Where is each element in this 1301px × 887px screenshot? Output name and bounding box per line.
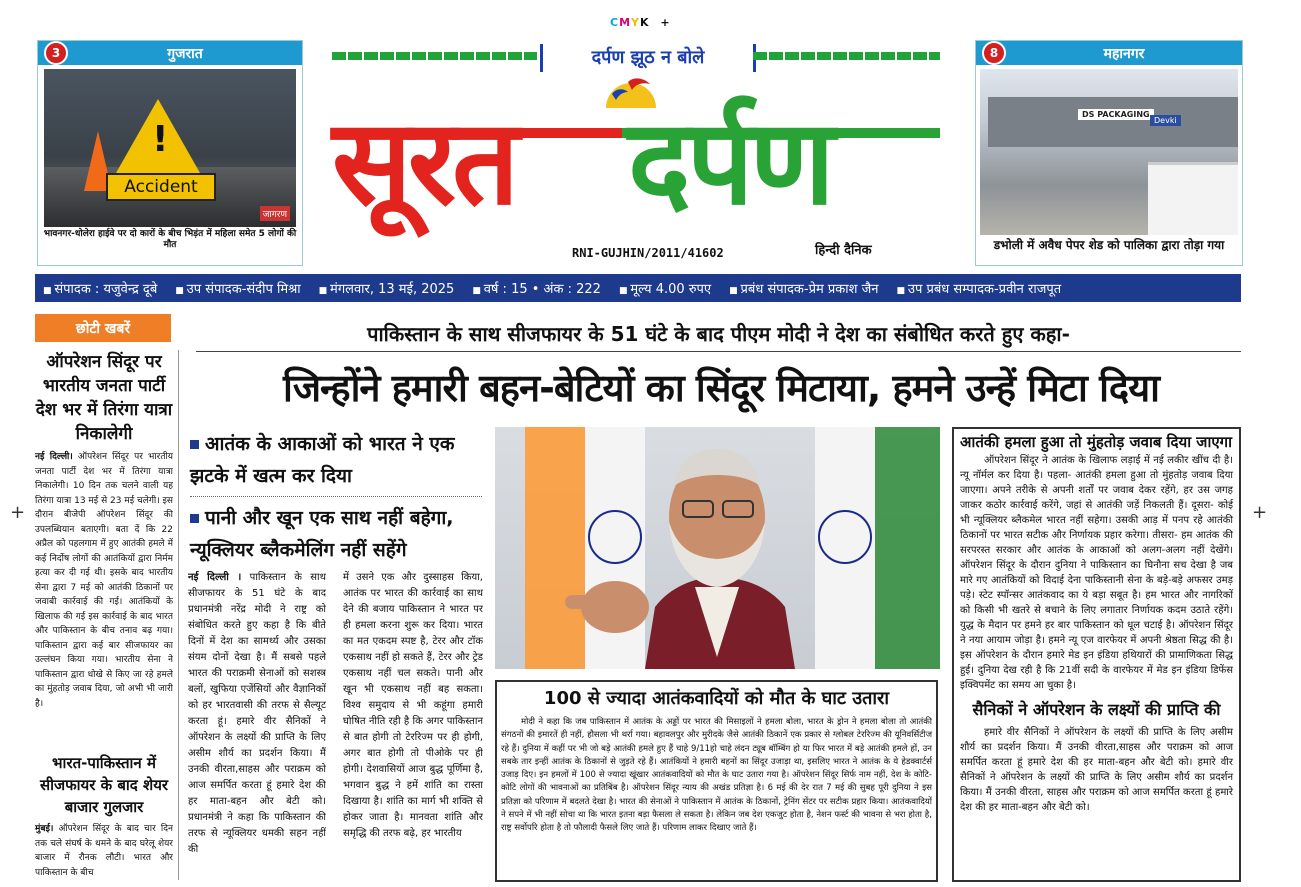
issue-volume: ■ वर्ष : 15 • अंक : 222 [472, 279, 601, 297]
left-promo[interactable] [37, 40, 303, 266]
right-promo-header [976, 41, 1242, 65]
column-divider [178, 350, 179, 880]
accident-photo: ! Accident जागरण [44, 69, 296, 227]
slogan-bar-right [753, 52, 940, 60]
right-promo[interactable] [975, 40, 1243, 266]
right-column-box [952, 427, 1241, 882]
accident-sign: Accident [106, 173, 216, 201]
short-news-body-1: नई दिल्ली। ऑपरेशन सिंदूर पर भारतीय जनता पार्टी देश भर में तिरंगा यात्रा निकालेगी। 10 दिन तक चलने वाली यह तिरंगा यात्रा 13 मई से 23 मई चलेगी। इस दौरान बीजेपी ऑपरेशन सिंदूर की उपलब्धियान बताएगी। बता दें कि 22 अप्रैल को पहलगाम में हुए आतंकी हमले में कई निर्दोष लोगों की आतंकियों द्वारा निर्मम हत्या कर दी गई थी। इसके बाद भारतीय सेना द्वारा 7 मई को आतंकी ठिकानों पर जवाबी कार्रवाई की गई। आतंकियों के खिलाफ की गई इस कार्रवाई के बाद भारत और पाकिस्तान के बीच तनाव बढ़ गया। पाकिस्तान द्वारा कई बार सीजफायर का उल्लंघन किया गया। भारतीय सेना ने पाकिस्तान द्वारा धोखे से किए जा रहे हमले का मुंहतोड़ जवाब दिया, जो अभी भी जारी है। [35, 452, 173, 709]
short-news-headline-2[interactable]: भारत-पाकिस्तान में सीजफायर के बाद शेयर बाजार गुलजार [39, 754, 169, 816]
lead-headline[interactable]: जिन्होंने हमारी बहन-बेटियों का सिंदूर मिटाया, हमने उन्हें मिटा दिया [283, 366, 1159, 410]
right-headline-2[interactable]: सैनिकों ने ऑपरेशन के लक्ष्यों की प्राप्ति की [972, 700, 1221, 719]
right-body-1: ऑपरेशन सिंदूर ने आतंक के खिलाफ लड़ाई में नई लकीर खींच दी है। न्यू नॉर्मल कर दिया है। पहला- आतंकी हमला हुआ तो मुंहतोड़ जवाब दिया जाएगा। अपने तरीके से अपनी शर्तों पर जवाब देकर रहेंगे, हर उस जगह जाकर कठोर कार्रवाई करेंगे, जहां से आतंकी जड़ें निकलती हैं। दूसरा- कोई भी न्यूक्लियर ब्लैकमेल भारत नहीं सहेगा। उसकी आड़ में पनप रहे आतंकी ठिकानों पर भारत सटीक और निर्णायक प्रहार करेगा। तीसरा- हम आतंक की सरपरस्त सरकार और आतंक के आकाओं को अलग-अलग नहीं देखेंगे। ऑपरेशन सिंदूर के दौरान दुनिया ने पाकिस्तान का घिनौना सच देखा है जब मारे गए आतंकियों को विदाई देना पाकिस्तानी सेना के बड़े-बड़े अफसर उमड़ पड़े। स्टेट स्पॉन्सर आतंकवाद का ये बड़ा सबूत है। हम भारत और नागरिकों को किसी भी खतरे से बचाने के लिए लगातार निर्णायक कदम उठाते रहेंगे। युद्ध के मैदान पर हमने हर बार पाकिस्तान को धूल चटाई है। ऑपरेशन सिंदूर ने नया आयाम जोड़ा है। हमने न्यू एज वारफेयर में अपनी श्रेष्ठता सिद्ध की है। इस ऑपरेशन के दौरान हमारे मेड इन इंडिया हथियारों की प्रामाणिकता सिद्ध हुई। दुनिया देख रही है कि 21वीं सदी के वारफेयर में मेड इन इंडिया डिफेंस इक्विपमेंट का समय आ चुका है। [960, 455, 1233, 691]
lead-subhead-1: आतंक के आकाओं को भारत ने एक झटके में खत्म कर दिया [190, 433, 455, 487]
info-bar [35, 274, 1241, 302]
issue-date: ■ मंगलवार, 13 मई, 2025 [319, 279, 455, 297]
subhead-divider [190, 496, 482, 498]
cmyk-registration: CMYK + [610, 16, 671, 29]
short-news-column [35, 350, 173, 880]
demolition-photo [980, 69, 1238, 235]
box-headline[interactable]: 100 से ज्यादा आतंकवादियों को मौत के घाट उतारा [495, 680, 938, 714]
masthead-title-surat: सूरत [332, 92, 516, 231]
lead-body-col-1: नई दिल्ली । पाकिस्तान के साथ सीजफायर के 51 घंटे के बाद प्रधानमंत्री नरेंद्र मोदी ने राष्ट्र को संबोधित करते हुए कहा है कि बीते दिनों में देश का सामर्थ्य और उसका संयम दोनों देखा है। मैं सबसे पहले भारत की पराक्रमी सेनाओं को सशस्त्र बलों, खुफिया एजेंसियों और वैज्ञानिकों को हर भारतवासी की तरफ से सैल्यूट करता हूं। हमारे वीर सैनिकों ने ऑपरेशन के लक्ष्यों की प्राप्ति के लिए असीम शौर्य का प्रदर्शन किया। मैं उनकी वीरता,साहस और पराक्रम को आज समर्पित करता हूं हमारे देश की हर माता-बहन और बेटी को। प्रधानमंत्री ने कहा कि पाकिस्तान की तरफ से न्यूक्लियर धमकी सहन नहीं की [188, 572, 326, 855]
page-number-badge: 3 [44, 41, 68, 65]
masthead-slogan: दर्पण झूठ न बोले [540, 44, 756, 72]
edition-language: हिन्दी दैनिक [815, 243, 872, 258]
left-promo-header [38, 41, 302, 65]
box-body: मोदी ने कहा कि जब पाकिस्तान में आतंक के अड्डों पर भारत की मिसाइलों ने हमला बोला, भारत के ड्रोन ने हमला बोला तो आतंकी संगठनों की इमारतें ही नहीं, हौसला भी थर्रा गया। बहावलपुर और मुरीदके जैसे आतंकी ठिकानें एक प्रकार से ग्लोबल टेररिज्म की यूनिवर्सिटीज रहे हैं। दुनिया में कहीं पर भी जो बड़े आतंकी हमले हुए हैं चाहे 9/11हो चाहे लंदन ट्यूब बॉम्बिंग हो या फिर भारत में बड़े आतंकी हमले हों, उन सबके तार इन्हीं आतंक के ठिकानों से जुड़ते रहे हैं। आतंकियों ने हमारी बहनों का सिंदूर उजाड़ा था, इसलिए भारत ने आतंक के ये हेडक्वार्टर्स उजाड़ दिए। इन हमलों में 100 से ज्यादा खूंखार आतंकवादियों को मौत के घाट उतारा गया है। ऑपरेशन सिंदूर सिर्फ नाम नहीं, देश के कोटि-कोटि लोगों की भावनाओं का प्रतिबिंब है। ऑपरेशन सिंदूर न्याय की अखंड प्रतिज्ञा है। 6 मई की देर रात 7 मई की सुबह पूरी दुनिया ने इस प्रतिज्ञा को परिणाम में बदलते देखा है। भारत की सेनाओं ने पाकिस्तान में आतंक के ठिकानों, ट्रेनिंग सेंटर पर सटीक प्रहार किया। आतंकवादियों ने सपने में भी नहीं सोचा था कि भारत इतना बड़ा फैसला ले सकता है। लेकिन जब देश एकजुट होता है, नेशन फर्स्ट की भावना से भरा होता है, राष्ट्र सर्वोपरि होता है तो फौलादी फैसले लिए जाते हैं। परिणाम लाकर दिखाए जाते हैं। [495, 714, 938, 882]
left-promo-title: गुजरात [167, 45, 203, 62]
bullet-square-icon [190, 514, 199, 523]
left-promo-caption: भावनगर-धोलेरा हाईवे पर दो कारों के बीच भिड़ंत में महिला समेत 5 लोगों की मौत [43, 229, 297, 250]
deputy-managing-editor: ■ उप प्रबंध सम्पादक-प्रवीन राजपूत [896, 279, 1061, 297]
bullet-square-icon [190, 440, 199, 449]
short-news-headline-1[interactable]: ऑपरेशन सिंदूर पर भारतीय जनता पार्टी देश भर में तिरंगा यात्रा निकालेगी [35, 352, 173, 444]
registration-mark-left: + [10, 502, 26, 523]
pm-photo-illustration [495, 427, 940, 669]
editor: ■ संपादक : यजुवेन्द्र दूबे [43, 279, 157, 297]
pm-photo [495, 427, 940, 669]
packaging-sign: DS PACKAGING [1078, 109, 1154, 120]
managing-editor: ■ प्रबंध संपादक-प्रेम प्रकाश जैन [729, 279, 878, 297]
right-body-2: हमारे वीर सैनिकों ने ऑपरेशन के लक्ष्यों की प्राप्ति के लिए असीम शौर्य का प्रदर्शन किया। मैं उनकी वीरता,साहस और पराक्रम को आज समर्पित करता हूं हमारे देश की हर माता-बहन और बेटी को। हमारे वीर सैनिकों ने ऑपरेशन के लक्ष्यों की प्राप्ति के लिए असीम शौर्य का प्रदर्शन किया। मैं उनकी वीरता, साहस और पराक्रम को आज समर्पित करता हूं हमारे देश की हर माता-बहन और बेटी को। [960, 727, 1233, 813]
rni-number: RNI-GUJHIN/2011/41602 [572, 246, 724, 260]
lead-body-col-2: में उसने एक और दुस्साहस किया, आतंक पर भारत की कार्रवाई का साथ देने की बजाय पाकिस्तान ने भारत पर ही हमला करना शुरू कर दिया। भारत का मत एकदम स्पष्ट है, टेरर और टॉक एकसाथ नहीं हो सकते हैं, टेरर और ट्रेड एकसाथ नहीं चल सकते। पानी और खून भी एकसाथ नहीं बह सकता। विश्व समुदाय से भी कहूंगा हमारी घोषित नीति रही है कि अगर पाकिस्तान से बात होगी तो टेररिज्म पर ही होगी, अगर बात होगी तो पीओके पर ही होगी। देशवासियों आज बुद्ध पूर्णिमा है, भगवान बुद्ध ने हमें शांति का रास्ता दिखाया है। शांति का मार्ग भी शक्ति से होकर जाता है। मानवता शांति और समृद्धि की तरफ बढ़े, हर भारतीय [343, 572, 483, 839]
price: ■ मूल्य 4.00 रुपए [619, 279, 711, 297]
lead-subhead-2: पानी और खून एक साथ नहीं बहेगा, न्यूक्लियर ब्लैकमेलिंग नहीं सहेंगे [190, 507, 454, 561]
devki-sign: Devki [1150, 115, 1181, 126]
right-headline-1[interactable]: आतंकी हमला हुआ तो मुंहतोड़ जवाब दिया जाएगा [960, 433, 1232, 451]
page-number-badge: 8 [982, 41, 1006, 65]
short-news-body-2: मुंबई। ऑपरेशन सिंदूर के बाद चार दिन तक चले संघर्ष के थमने के बाद घरेलू शेयर बाजार में रौनक लौटी। भारत और पाकिस्तान के बीच [35, 824, 173, 878]
slogan-bar-left [332, 52, 537, 60]
right-promo-caption: डभोली में अवैध पेपर शेड को पालिका द्वारा तोड़ा गया [993, 238, 1225, 252]
sub-editor: ■ उप संपादक-संदीप मिश्रा [175, 279, 300, 297]
photo-credit: जागरण [260, 206, 290, 221]
masthead-title-darpan: दर्पण [628, 92, 831, 231]
registration-mark-right: + [1252, 502, 1268, 523]
short-news-label: छोटी खबरें [35, 314, 171, 342]
lead-kicker: पाकिस्तान के साथ सीजफायर के 51 घंटे के बाद पीएम मोदी ने देश का संबोधित करते हुए कहा- [196, 320, 1241, 352]
right-promo-title: महानगर [1103, 45, 1145, 62]
